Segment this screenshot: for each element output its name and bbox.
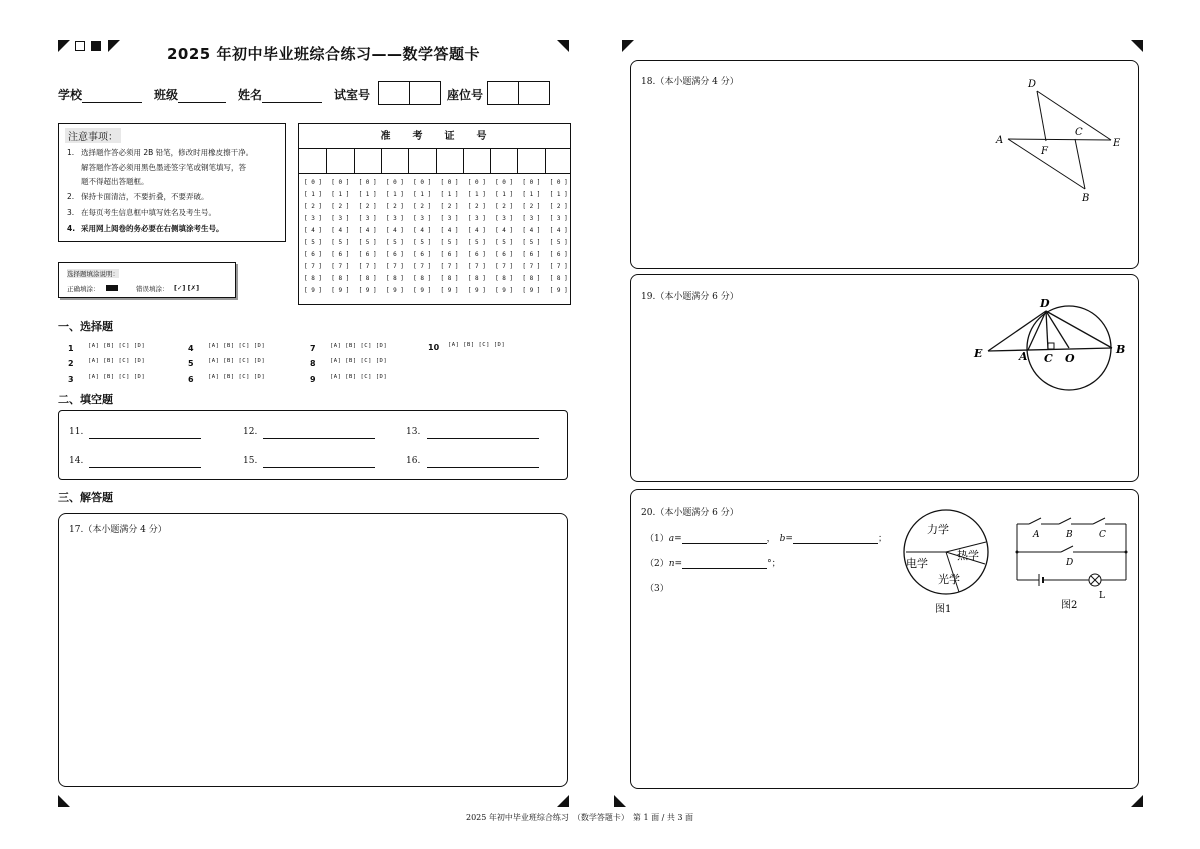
class-field[interactable] — [178, 90, 226, 103]
exam-id-bubble[interactable]: [ 1 ] — [467, 191, 486, 198]
exam-id-bubble[interactable]: [ 4 ] — [413, 227, 432, 234]
section-answer-title: 三、解答题 — [58, 491, 113, 504]
exam-id-bubble[interactable]: [ 6 ] — [522, 251, 541, 258]
exam-id-bubble[interactable]: [ 0 ] — [358, 179, 377, 186]
exam-id-bubble[interactable]: [ 1 ] — [385, 191, 404, 198]
q20-part3: （3） — [645, 584, 669, 594]
exam-id-bubble[interactable]: [ 0 ] — [495, 179, 514, 186]
choice-bubbles[interactable]: [A] [B] [C] [D] — [88, 343, 146, 349]
fill-answer-13[interactable] — [427, 438, 539, 439]
school-label: 学校 — [58, 88, 83, 102]
exam-id-bubble[interactable]: [ 5 ] — [331, 239, 350, 246]
exam-id-bubble[interactable]: [ 0 ] — [303, 179, 323, 186]
corner-mark — [614, 795, 626, 807]
corner-mark — [557, 795, 569, 807]
exam-id-write-cell[interactable] — [463, 149, 490, 173]
q19-answer-box[interactable] — [630, 274, 1139, 482]
exam-id-bubble[interactable]: [ 7 ] — [385, 263, 404, 270]
fill-answer-12[interactable] — [263, 438, 375, 439]
student-info-row — [58, 86, 370, 103]
pie-label-electricity: 电学 — [906, 557, 928, 570]
exam-id-bubble[interactable]: [ 9 ] — [303, 287, 323, 294]
exam-id-bubble[interactable]: [ 5 ] — [413, 239, 432, 246]
exam-id-bubble[interactable]: [ 2 ] — [385, 203, 404, 210]
choice-bubbles[interactable]: [A] [B] [C] [D] — [448, 342, 506, 348]
q20-circuit-figure — [1011, 512, 1131, 612]
exam-id-title: 准 考 证 号 — [299, 124, 570, 149]
page-title: 2025 年初中毕业班综合练习——数学答题卡 — [167, 45, 480, 63]
exam-id-bubble[interactable]: [ 0 ] — [522, 179, 541, 186]
exam-id-bubble[interactable]: [ 2 ] — [467, 203, 486, 210]
exam-id-bubble[interactable]: [ 4 ] — [522, 227, 541, 234]
exam-id-write-cell[interactable] — [381, 149, 408, 173]
circuit-label-d: D — [1066, 558, 1074, 568]
q20-answer-a[interactable] — [682, 534, 767, 544]
choice-number: 5 — [188, 359, 194, 368]
q17-answer-box[interactable] — [58, 513, 568, 787]
exam-id-bubble[interactable]: [ 0 ] — [440, 179, 459, 186]
exam-id-bubble[interactable]: [ 6 ] — [358, 251, 377, 258]
exam-id-bubble[interactable]: [ 5 ] — [385, 239, 404, 246]
q18-label-a: A — [996, 135, 1004, 146]
exam-id-bubble[interactable]: [ 8 ] — [385, 275, 404, 282]
exam-id-bubble[interactable]: [ 7 ] — [440, 263, 459, 270]
exam-id-bubble[interactable]: [ 3 ] — [385, 215, 404, 222]
choice-bubbles[interactable]: [A] [B] [C] [D] — [88, 374, 146, 380]
q20-answer-n[interactable] — [682, 559, 767, 569]
seat-label: 座位号 — [447, 88, 484, 102]
exam-id-bubble[interactable]: [ 9 ] — [467, 287, 486, 294]
corner-mark — [108, 40, 120, 52]
q18-heading: 18.（本小题满分 4 分） — [641, 77, 739, 87]
exam-id-write-cell[interactable] — [517, 149, 544, 173]
circuit-label-c: C — [1099, 530, 1106, 540]
fig1-caption: 图1 — [935, 604, 952, 615]
exam-id-bubble[interactable]: [ 6 ] — [413, 251, 432, 258]
exam-id-bubble[interactable]: [ 5 ] — [522, 239, 541, 246]
q18-answer-box[interactable] — [630, 60, 1139, 269]
exam-id-bubble[interactable]: [ 7 ] — [549, 263, 568, 270]
exam-id-write-cell[interactable] — [299, 149, 326, 173]
exam-id-bubble[interactable]: [ 2 ] — [358, 203, 377, 210]
q18-label-c: C — [1075, 127, 1083, 138]
exam-id-bubble[interactable]: [ 3 ] — [358, 215, 377, 222]
choice-number: 9 — [310, 375, 316, 384]
q19-label-c: C — [1044, 352, 1053, 365]
correct-fill-example — [106, 285, 118, 291]
exam-id-bubble[interactable]: [ 7 ] — [467, 263, 486, 270]
q18-label-f: F — [1041, 146, 1048, 157]
exam-id-bubble[interactable]: [ 3 ] — [467, 215, 486, 222]
q19-label-a: A — [1019, 350, 1028, 363]
exam-id-bubble[interactable]: [ 6 ] — [385, 251, 404, 258]
exam-id-bubble[interactable]: [ 1 ] — [358, 191, 377, 198]
page-footer: 2025 年初中毕业班综合练习 （数学答题卡） 第 1 面 / 共 3 面 — [466, 813, 694, 822]
exam-id-bubble[interactable]: [ 2 ] — [549, 203, 568, 210]
q19-label-b: B — [1116, 343, 1126, 356]
seat-box-1[interactable] — [487, 81, 519, 105]
q19-label-d: D — [1040, 297, 1050, 310]
exam-id-bubble[interactable]: [ 0 ] — [549, 179, 568, 186]
choice-number: 2 — [68, 359, 74, 368]
exam-id-bubble[interactable]: [ 1 ] — [331, 191, 350, 198]
fill-answer-15[interactable] — [263, 467, 375, 468]
exam-id-bubble[interactable]: [ 4 ] — [467, 227, 486, 234]
exam-id-bubble[interactable]: [ 9 ] — [522, 287, 541, 294]
exam-id-bubble[interactable]: [ 1 ] — [495, 191, 514, 198]
exam-id-bubble[interactable]: [ 2 ] — [413, 203, 432, 210]
exam-id-bubble[interactable]: [ 1 ] — [440, 191, 459, 198]
circuit-label-l: L — [1099, 591, 1105, 601]
exam-id-bubble[interactable]: [ 6 ] — [331, 251, 350, 258]
choice-bubbles[interactable]: [A] [B] [C] [D] — [330, 343, 388, 349]
exam-id-grid — [298, 123, 571, 305]
exam-id-bubble[interactable]: [ 3 ] — [331, 215, 350, 222]
pie-label-heat: 热学 — [957, 549, 979, 562]
exam-id-bubble[interactable]: [ 8 ] — [413, 275, 432, 282]
exam-id-bubble[interactable]: [ 1 ] — [522, 191, 541, 198]
choice-bubbles[interactable]: [A] [B] [C] [D] — [208, 343, 266, 349]
exam-id-bubble[interactable]: [ 3 ] — [495, 215, 514, 222]
exam-id-bubble[interactable]: [ 8 ] — [331, 275, 350, 282]
exam-id-bubble[interactable]: [ 8 ] — [467, 275, 486, 282]
choice-number: 1 — [68, 344, 74, 353]
wrong-fill-examples: [✓] [✗] — [174, 284, 200, 292]
choice-bubbles[interactable]: [A] [B] [C] [D] — [208, 358, 266, 364]
q20-part1: （1） a= ， b= ； — [645, 534, 887, 544]
q18-label-d: D — [1028, 79, 1037, 90]
exam-id-bubble[interactable]: [ 0 ] — [331, 179, 350, 186]
fill-box: 11. 12. 13. 14. 15. 16. — [58, 410, 568, 480]
circuit-label-a: A — [1033, 530, 1040, 540]
exam-id-write-cell[interactable] — [354, 149, 381, 173]
choice-number: 3 — [68, 375, 74, 384]
exam-id-write-cell[interactable] — [436, 149, 463, 173]
q20-answer-b[interactable] — [793, 534, 878, 544]
fill-answer-14[interactable] — [89, 467, 201, 468]
exam-id-bubble[interactable]: [ 4 ] — [358, 227, 377, 234]
exam-id-bubble[interactable]: [ 5 ] — [467, 239, 486, 246]
exam-id-bubble[interactable]: [ 9 ] — [440, 287, 459, 294]
corner-mark — [1131, 795, 1143, 807]
exam-id-bubble[interactable]: [ 3 ] — [303, 215, 323, 222]
exam-id-bubble[interactable]: [ 9 ] — [549, 287, 568, 294]
exam-id-bubble[interactable]: [ 4 ] — [495, 227, 514, 234]
name-field[interactable] — [262, 90, 322, 103]
exam-id-bubble[interactable]: [ 3 ] — [413, 215, 432, 222]
corner-mark — [622, 40, 634, 52]
name-label: 姓名 — [238, 88, 263, 102]
pie-label-optics: 光学 — [938, 573, 960, 586]
exam-id-bubble[interactable]: [ 4 ] — [549, 227, 568, 234]
exam-id-bubble[interactable]: [ 7 ] — [522, 263, 541, 270]
seat-box-2[interactable] — [518, 81, 550, 105]
exam-id-bubble[interactable]: [ 0 ] — [413, 179, 432, 186]
exam-id-bubble[interactable]: [ 5 ] — [549, 239, 568, 246]
choice-bubbles[interactable]: [A] [B] [C] [D] — [330, 374, 388, 380]
corner-mark — [557, 40, 569, 52]
class-label: 班级 — [154, 88, 179, 102]
exam-id-bubble[interactable]: [ 9 ] — [331, 287, 350, 294]
choice-number: 8 — [310, 359, 316, 368]
section-choice-title: 一、选择题 — [58, 320, 113, 333]
exam-id-bubble[interactable]: [ 8 ] — [522, 275, 541, 282]
exam-id-bubble[interactable]: [ 0 ] — [467, 179, 486, 186]
exam-id-bubble[interactable]: [ 3 ] — [440, 215, 459, 222]
fig2-caption: 图2 — [1061, 600, 1078, 611]
exam-id-write-cell[interactable] — [490, 149, 517, 173]
exam-id-bubble[interactable]: [ 7 ] — [331, 263, 350, 270]
exam-id-bubble[interactable]: [ 5 ] — [495, 239, 514, 246]
exam-id-bubble[interactable]: [ 5 ] — [358, 239, 377, 246]
q18-figure — [991, 71, 1131, 211]
exam-id-bubble[interactable]: [ 8 ] — [303, 275, 323, 282]
choice-number: 6 — [188, 375, 194, 384]
pie-label-mechanics: 力学 — [927, 523, 949, 536]
q20-answer-box[interactable] — [630, 489, 1139, 789]
q19-heading: 19.（本小题满分 6 分） — [641, 292, 739, 302]
exam-id-bubble[interactable]: [ 5 ] — [303, 239, 323, 246]
exam-id-bubble[interactable]: [ 3 ] — [522, 215, 541, 222]
exam-id-bubble[interactable]: [ 6 ] — [467, 251, 486, 258]
exam-id-bubble[interactable]: [ 4 ] — [385, 227, 404, 234]
choice-bubbles[interactable]: [A] [B] [C] [D] — [208, 374, 266, 380]
q20-heading: 20.（本小题满分 6 分） — [641, 508, 739, 518]
room-box-1[interactable] — [378, 81, 410, 105]
exam-id-bubble[interactable]: [ 1 ] — [413, 191, 432, 198]
fill-answer-11[interactable] — [89, 438, 201, 439]
exam-id-bubble[interactable]: [ 2 ] — [331, 203, 350, 210]
exam-id-bubble[interactable]: [ 8 ] — [549, 275, 568, 282]
exam-id-write-cell[interactable] — [545, 149, 572, 173]
corner-mark — [1131, 40, 1143, 52]
exam-id-bubble[interactable]: [ 9 ] — [413, 287, 432, 294]
exam-id-bubble[interactable]: [ 4 ] — [440, 227, 459, 234]
exam-id-bubble[interactable]: [ 1 ] — [303, 191, 323, 198]
corner-mark — [58, 40, 70, 52]
exam-id-bubble[interactable]: [ 6 ] — [440, 251, 459, 258]
exam-id-bubble[interactable]: [ 2 ] — [440, 203, 459, 210]
q17-heading: 17.（本小题满分 4 分） — [69, 525, 167, 535]
exam-id-bubble[interactable]: [ 0 ] — [385, 179, 404, 186]
choice-number: 4 — [188, 344, 194, 353]
choice-bubbles[interactable]: [A] [B] [C] [D] — [330, 358, 388, 364]
exam-id-bubble[interactable]: [ 4 ] — [331, 227, 350, 234]
fill-answer-16[interactable] — [427, 467, 539, 468]
exam-id-bubble[interactable]: [ 2 ] — [303, 203, 323, 210]
corner-mark — [58, 795, 70, 807]
q18-label-b: B — [1082, 193, 1090, 204]
room-box-2[interactable] — [409, 81, 441, 105]
exam-id-bubble[interactable]: [ 7 ] — [303, 263, 323, 270]
q19-label-e: E — [974, 347, 983, 360]
timing-square-open — [75, 41, 85, 51]
q20-part2: （2） n= °； — [645, 559, 781, 569]
exam-id-bubble[interactable]: [ 7 ] — [413, 263, 432, 270]
choice-number: 7 — [310, 344, 316, 353]
exam-id-bubble[interactable]: [ 9 ] — [495, 287, 514, 294]
circuit-label-b: B — [1066, 530, 1073, 540]
q18-label-e: E — [1113, 138, 1121, 149]
exam-id-bubble[interactable]: [ 2 ] — [522, 203, 541, 210]
exam-id-bubble[interactable]: [ 7 ] — [358, 263, 377, 270]
exam-id-bubble[interactable]: [ 3 ] — [549, 215, 568, 222]
q19-figure — [966, 293, 1136, 403]
q19-label-o: O — [1065, 352, 1075, 365]
exam-id-bubble[interactable]: [ 8 ] — [495, 275, 514, 282]
exam-id-write-cell[interactable] — [408, 149, 435, 173]
q20-pie-figure — [901, 506, 997, 616]
exam-id-bubble[interactable]: [ 8 ] — [440, 275, 459, 282]
fill-legend: 选择题填涂说明： 正确填涂： 错误填涂： [✓] [✗] — [58, 262, 236, 298]
exam-id-bubble[interactable]: [ 5 ] — [440, 239, 459, 246]
notice-heading: 注意事项： — [65, 128, 121, 143]
room-label: 试室号 — [334, 88, 371, 102]
section-fill-title: 二、填空题 — [58, 393, 113, 406]
exam-id-bubble[interactable]: [ 6 ] — [549, 251, 568, 258]
exam-id-bubble[interactable]: [ 7 ] — [495, 263, 514, 270]
exam-id-bubble[interactable]: [ 6 ] — [303, 251, 323, 258]
exam-id-bubble[interactable]: [ 1 ] — [549, 191, 568, 198]
timing-square-filled — [91, 41, 101, 51]
exam-id-write-cell[interactable] — [326, 149, 353, 173]
exam-id-bubble[interactable]: [ 8 ] — [358, 275, 377, 282]
choice-bubbles[interactable]: [A] [B] [C] [D] — [88, 358, 146, 364]
school-field[interactable] — [82, 90, 142, 103]
exam-id-bubble[interactable]: [ 6 ] — [495, 251, 514, 258]
exam-id-bubble[interactable]: [ 4 ] — [303, 227, 323, 234]
notice-box: 注意事项： 1. 选择题作答必须用 2B 铅笔，修改时用橡皮擦干净。 解答题作答必须用黑色墨迹签字笔或钢笔填写，答 题不得超出答题框。 2. 保持卡面清洁，不要折叠，不要弄破。 3. 在每页考生信息框中填写姓名及考生号。 4. 采用网上阅卷的务必要在右侧填涂考生号。 — [58, 123, 286, 242]
exam-id-bubble[interactable]: [ 9 ] — [385, 287, 404, 294]
exam-id-bubble[interactable]: [ 9 ] — [358, 287, 377, 294]
choice-number: 10 — [428, 343, 440, 352]
exam-id-bubble[interactable]: [ 2 ] — [495, 203, 514, 210]
